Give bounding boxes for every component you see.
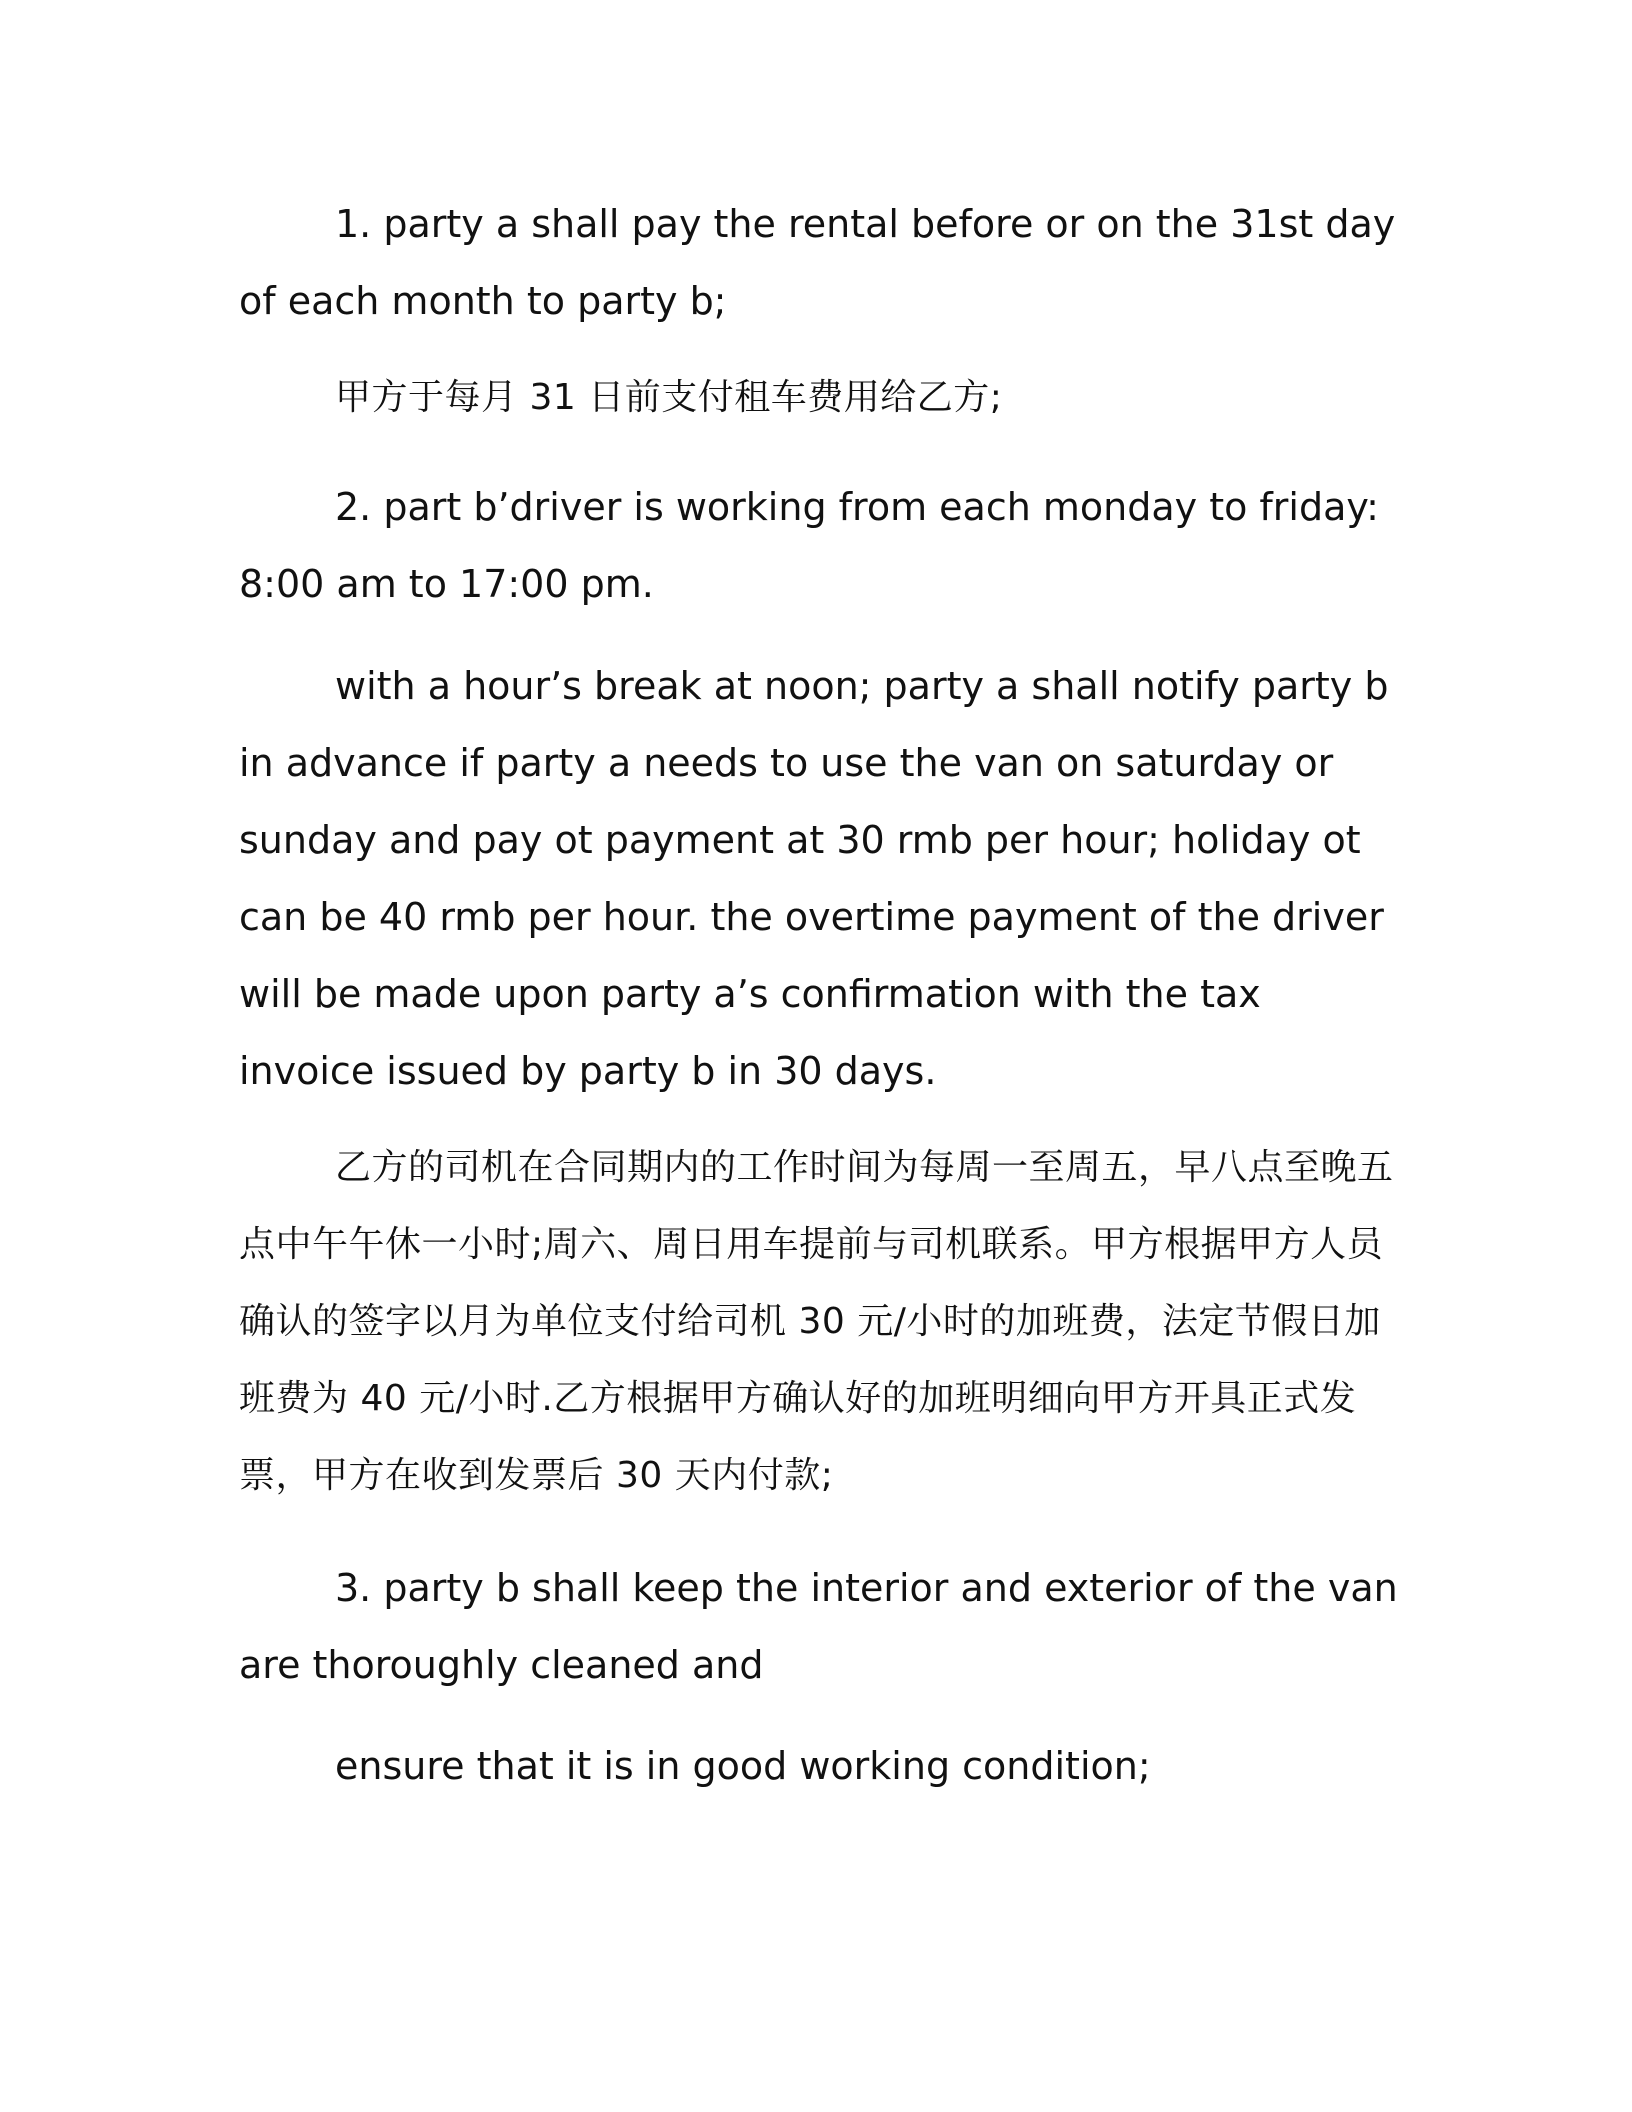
- paragraph-clause-1-cn: 甲方于每月 31 日前支付租车费用给乙方;: [335, 377, 1003, 418]
- paragraph-clause-1-en: 1. party a shall pay the rental before or on the 31st day of each month to party b;: [239, 202, 1396, 323]
- paragraph-clause-3-en: 3. party b shall keep the interior and exterior of the van are thoroughly cleaned and: [239, 1566, 1398, 1687]
- paragraph-clause-2-en-detail: with a hour’s break at noon; party a shall notify party b in advance if party a needs to use the van on saturday or sunday and pay ot payment at 30 rmb per hour; holiday ot can be 40 rmb per hour. the overtime payment of the driver will be made upon party a’s confirmation with the tax invoice issued by party b in 30 days.: [239, 664, 1389, 1093]
- paragraph-clause-2-en: 2. part b’driver is working from each monday to friday: 8:00 am to 17:00 pm.: [239, 485, 1379, 606]
- paragraph-clause-3-en-cont: ensure that it is in good working condition;: [335, 1744, 1151, 1788]
- paragraph-clause-2-cn: 乙方的司机在合同期内的工作时间为每周一至周五，早八点至晚五点中午午休一小时;周六、周日用车提前与司机联系。甲方根据甲方人员确认的签字以月为单位支付给司机 30 元/小时的加班费，法定节假日加班费为 40 元/小时.乙方根据甲方确认好的加班明细向甲方开具正式发票，甲方在收到发票后 30 天内付款;: [239, 1147, 1394, 1496]
